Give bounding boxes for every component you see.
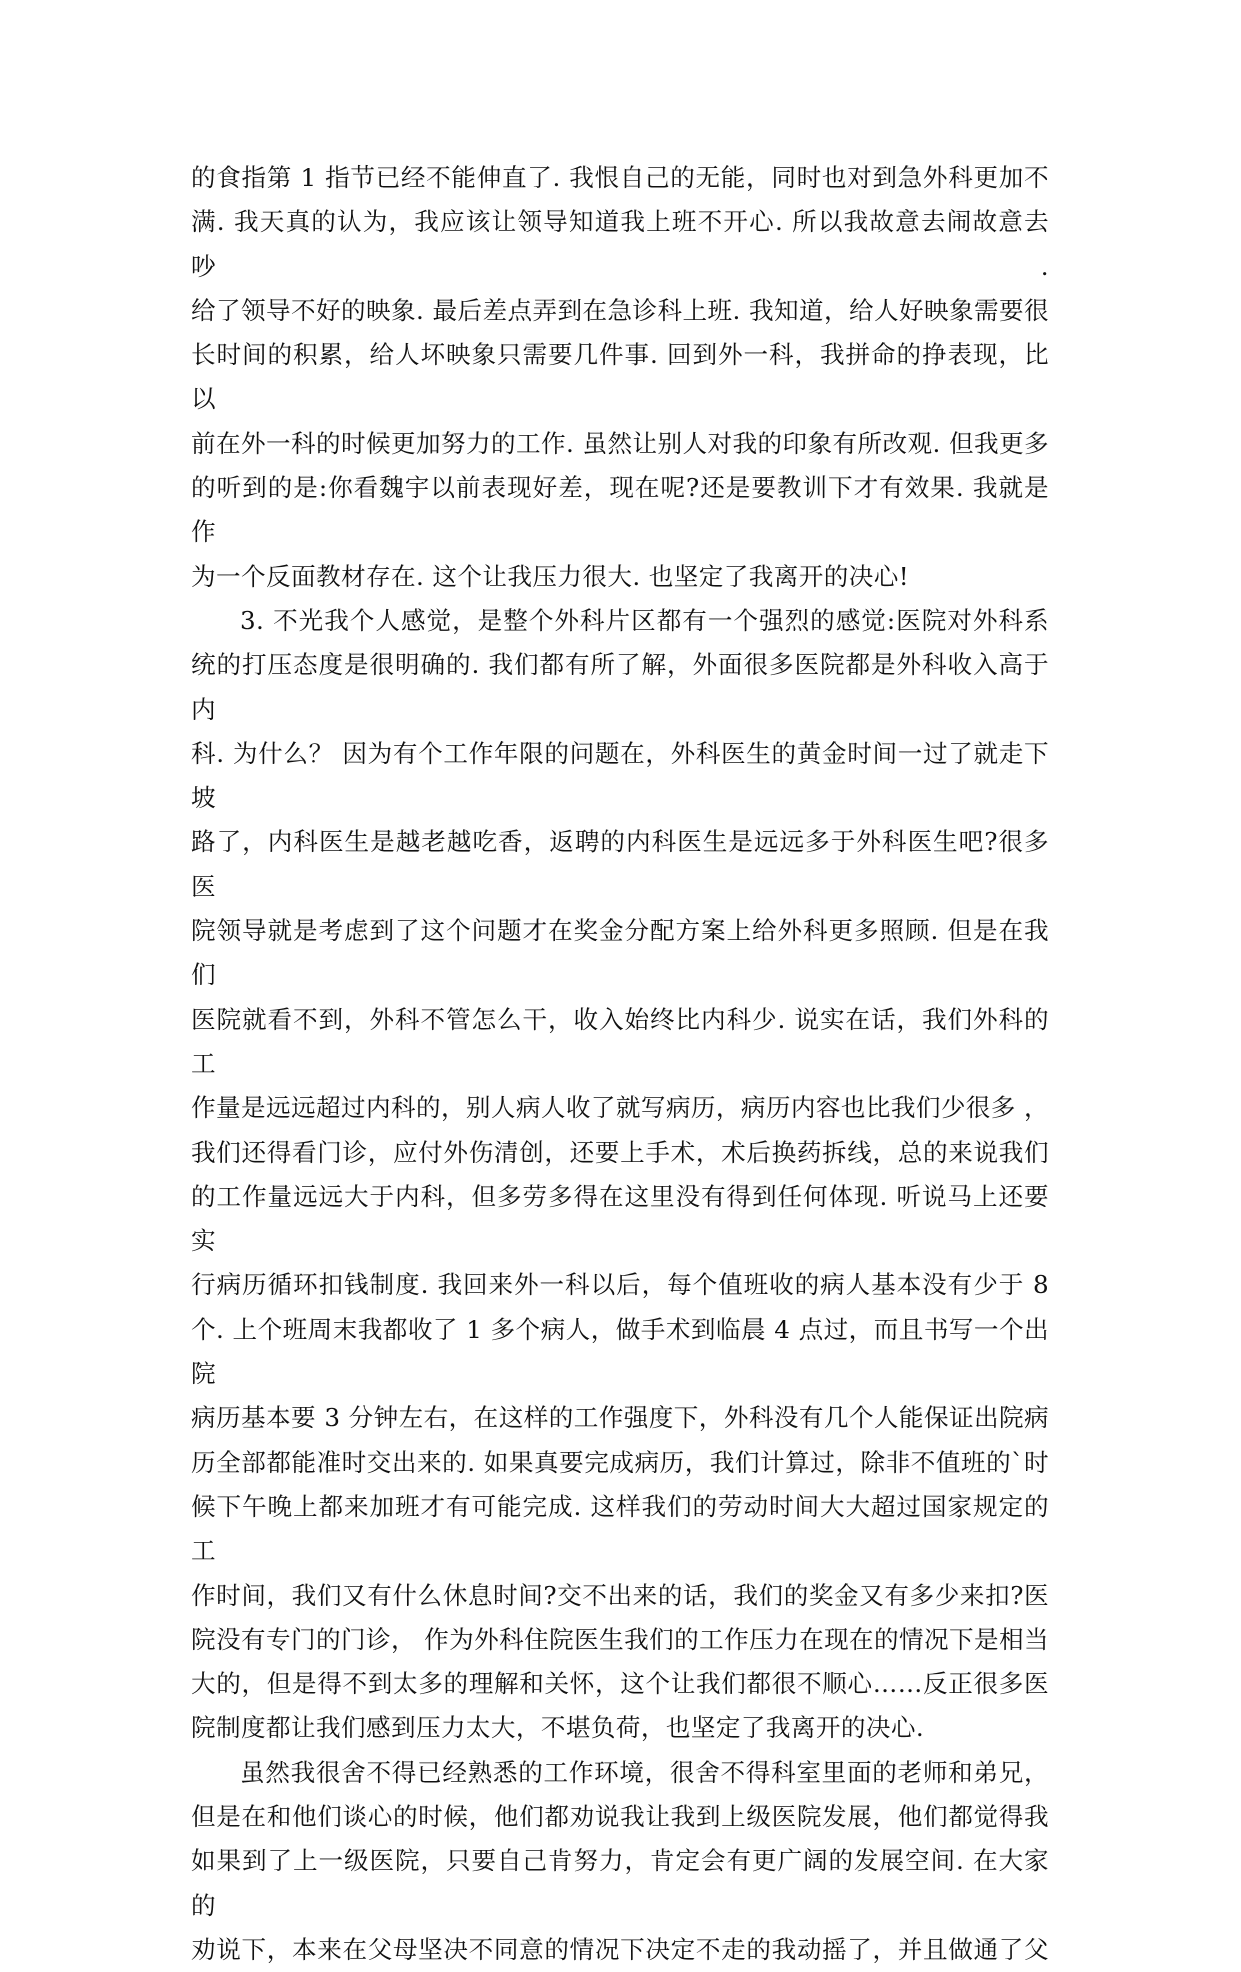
text-line: 作量是远远超过内科的，别人病人收了就写病历，病历内容也比我们少很多 ，	[191, 1093, 1050, 1123]
text-line: 病历基本要 3 分钟左右，在这样的工作强度下，外科没有几个人能保证出院病	[191, 1403, 1049, 1433]
text-line: 但是在和他们谈心的时候，他们都劝说我让我到上级医院发展，他们都觉得我	[191, 1801, 1049, 1831]
text-line: 我们还得看门诊，应付外伤清创，还要上手术，术后换药拆线，总的来说我们	[191, 1137, 1049, 1167]
text-line: 满. 我天真的认为，我应该让领导知道我上班不开心. 所以我故意去闹故意去吵.	[191, 207, 1049, 281]
text-line: 行病历循环扣钱制度. 我回来外一科以后，每个值班收的病人基本没有少于 8	[191, 1270, 1049, 1300]
text-line: 的食指第 1 指节已经不能伸直了. 我恨自己的无能，同时也对到急外科更加不	[191, 163, 1049, 192]
text-line: 候下午晚上都来加班才有可能完成. 这样我们的劳动时间大大超过国家规定的工	[191, 1491, 1049, 1566]
paragraph-2	[191, 599, 1049, 1751]
document-body	[191, 156, 1049, 1972]
text-line: 作时间，我们又有什么休息时间?交不出来的话，我们的奖金又有多少来扣?医	[191, 1580, 1049, 1610]
text-line: 的工作量远远大于内科，但多劳多得在这里没有得到任何体现. 听说马上还要实	[191, 1181, 1049, 1256]
text-line: 大的，但是得不到太多的理解和关怀，这个让我们都很不顺心……反正很多医	[191, 1669, 1049, 1699]
text-line: 医院就看不到，外科不管怎么干，收入始终比内科少. 说实在话，我们外科的工	[191, 1004, 1049, 1078]
paragraph-1	[191, 156, 1049, 599]
text-line: 劝说下，本来在父母坚决不同意的情况下决定不走的我动摇了，并且做通了父	[191, 1934, 1049, 1964]
text-line: 路了，内科医生是越老越吃香，返聘的内科医生是远远多于外科医生吧?很多医	[191, 827, 1049, 901]
text-line: 院领导就是考虑到了这个问题才在奖金分配方案上给外科更多照顾. 但是在我们	[191, 916, 1049, 990]
text-line: 虽然我很舍不得已经熟悉的工作环境，很舍不得科室里面的老师和弟兄，	[240, 1757, 1049, 1787]
text-line: 的听到的是:你看魏宇以前表现好差，现在呢?还是要教训下才有效果. 我就是作	[191, 473, 1049, 547]
text-line: 为一个反面教材存在. 这个让我压力很大. 也坚定了我离开的决心!	[191, 561, 909, 591]
text-line: 科. 为什么？ 因为有个工作年限的问题在，外科医生的黄金时间一过了就走下坡	[191, 738, 1049, 813]
text-line: 院没有专门的门诊， 作为外科住院医生我们的工作压力在现在的情况下是相当	[191, 1624, 1050, 1654]
text-line: 如果到了上一级医院，只要自己肯努力，肯定会有更广阔的发展空间. 在大家的	[191, 1846, 1049, 1920]
text-line: 长时间的积累，给人坏映象只需要几件事. 回到外一科，我拼命的挣表现，比以	[191, 340, 1049, 414]
text-line: 院制度都让我们感到压力太大，不堪负荷，也坚定了我离开的决心.	[191, 1713, 925, 1743]
text-line: 统的打压态度是很明确的. 我们都有所了解，外面很多医院都是外科收入高于内	[191, 650, 1049, 724]
text-line: 个. 上个班周末我都收了 1 多个病人，做手术到临晨 4 点过，而且书写一个出院	[191, 1314, 1049, 1389]
paragraph-3	[191, 1751, 1049, 1972]
text-line: 历全部都能准时交出来的. 如果真要完成病历，我们计算过，除非不值班的`时	[191, 1447, 1049, 1477]
text-line: 前在外一科的时候更加努力的工作. 虽然让别人对我的印象有所改观. 但我更多	[191, 428, 1049, 458]
text-line: 给了领导不好的映象. 最后差点弄到在急诊科上班. 我知道，给人好映象需要很	[191, 295, 1049, 325]
text-line: 3. 不光我个人感觉，是整个外科片区都有一个强烈的感觉:医院对外科系	[240, 605, 1049, 635]
